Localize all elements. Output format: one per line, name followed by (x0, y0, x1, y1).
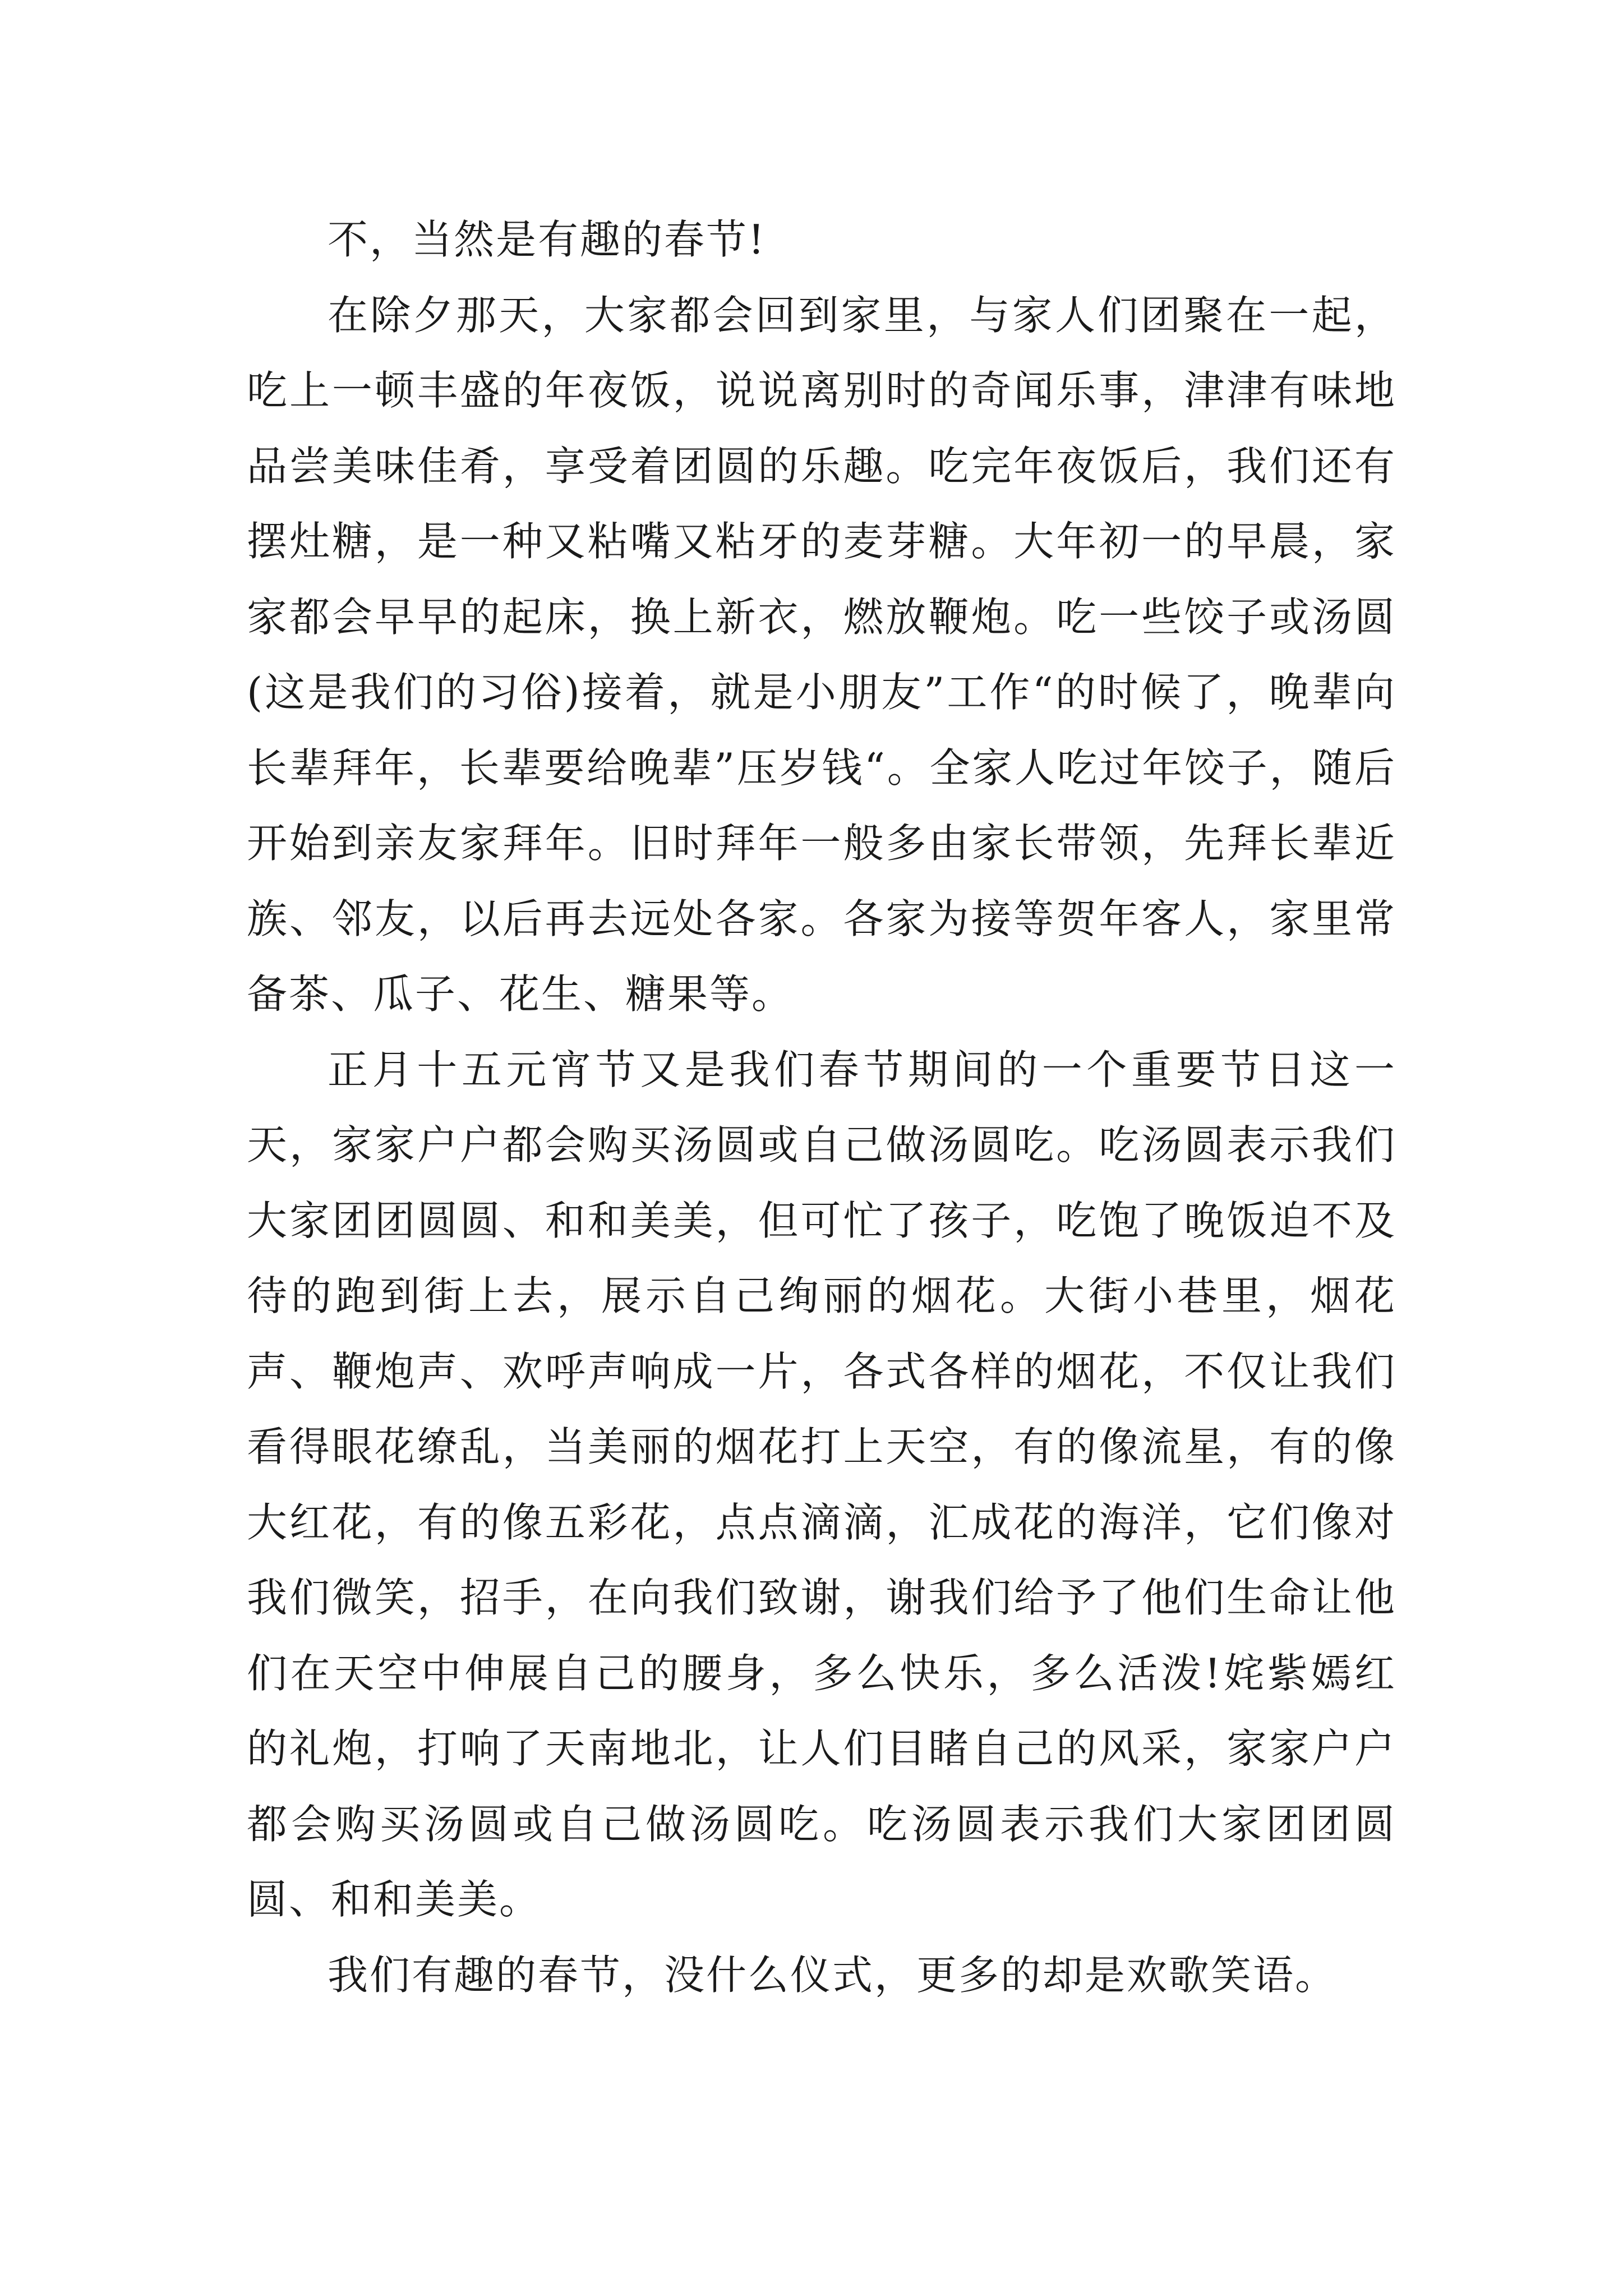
paragraph-closing: 我们有趣的春节，没什么仪式，更多的却是欢歌笑语。 (328, 1951, 1338, 1999)
paragraph-new-year-eve: 在除夕那天，大家都会回到家里，与家人们团聚在一起，吃上一顿丰盛的年夜饭，说说离别时的奇闻乐事，津津有味地品尝美味佳肴，享受着团圆的乐趣。吃完年夜饭后，我们还有摆灶糖，是一种又粘嘴又粘牙的麦芽糖。大年初一的早晨，家家都会早早的起床，换上新衣，燃放鞭炮。吃一些饺子或汤圆(这是我们的习俗)接着，就是小朋友”工作“的时候了，晚辈向长辈拜年，长辈要给晚辈”压岁钱“。全家人吃过年饺子，随后开始到亲友家拜年。旧时拜年一般多由家长带领，先拜长辈近族、邻友，以后再去远处各家。各家为接等贺年客人，家里常备茶、瓜子、花生、糖果等。 (247, 291, 1396, 1018)
paragraph-opening: 不，当然是有趣的春节! (328, 216, 766, 263)
essay-body (247, 202, 1396, 2013)
paragraph-lantern-festival: 正月十五元宵节又是我们春节期间的一个重要节日这一天，家家户户都会购买汤圆或自己做汤圆吃。吃汤圆表示我们大家团团圆圆、和和美美，但可忙了孩子，吃饱了晚饭迫不及待的跑到街上去，展示自己绚丽的烟花。大街小巷里，烟花声、鞭炮声、欢呼声响成一片，各式各样的烟花，不仅让我们看得眼花缭乱，当美丽的烟花打上天空，有的像流星，有的像大红花，有的像五彩花，点点滴滴，汇成花的海洋，它们像对我们微笑，招手，在向我们致谢，谢我们给予了他们生命让他们在天空中伸展自己的腰身，多么快乐，多么活泼!姹紫嫣红的礼炮，打响了天南地北，让人们目睹自己的风采，家家户户都会购买汤圆或自己做汤圆吃。吃汤圆表示我们大家团团圆圆、和和美美。 (247, 1046, 1396, 1923)
